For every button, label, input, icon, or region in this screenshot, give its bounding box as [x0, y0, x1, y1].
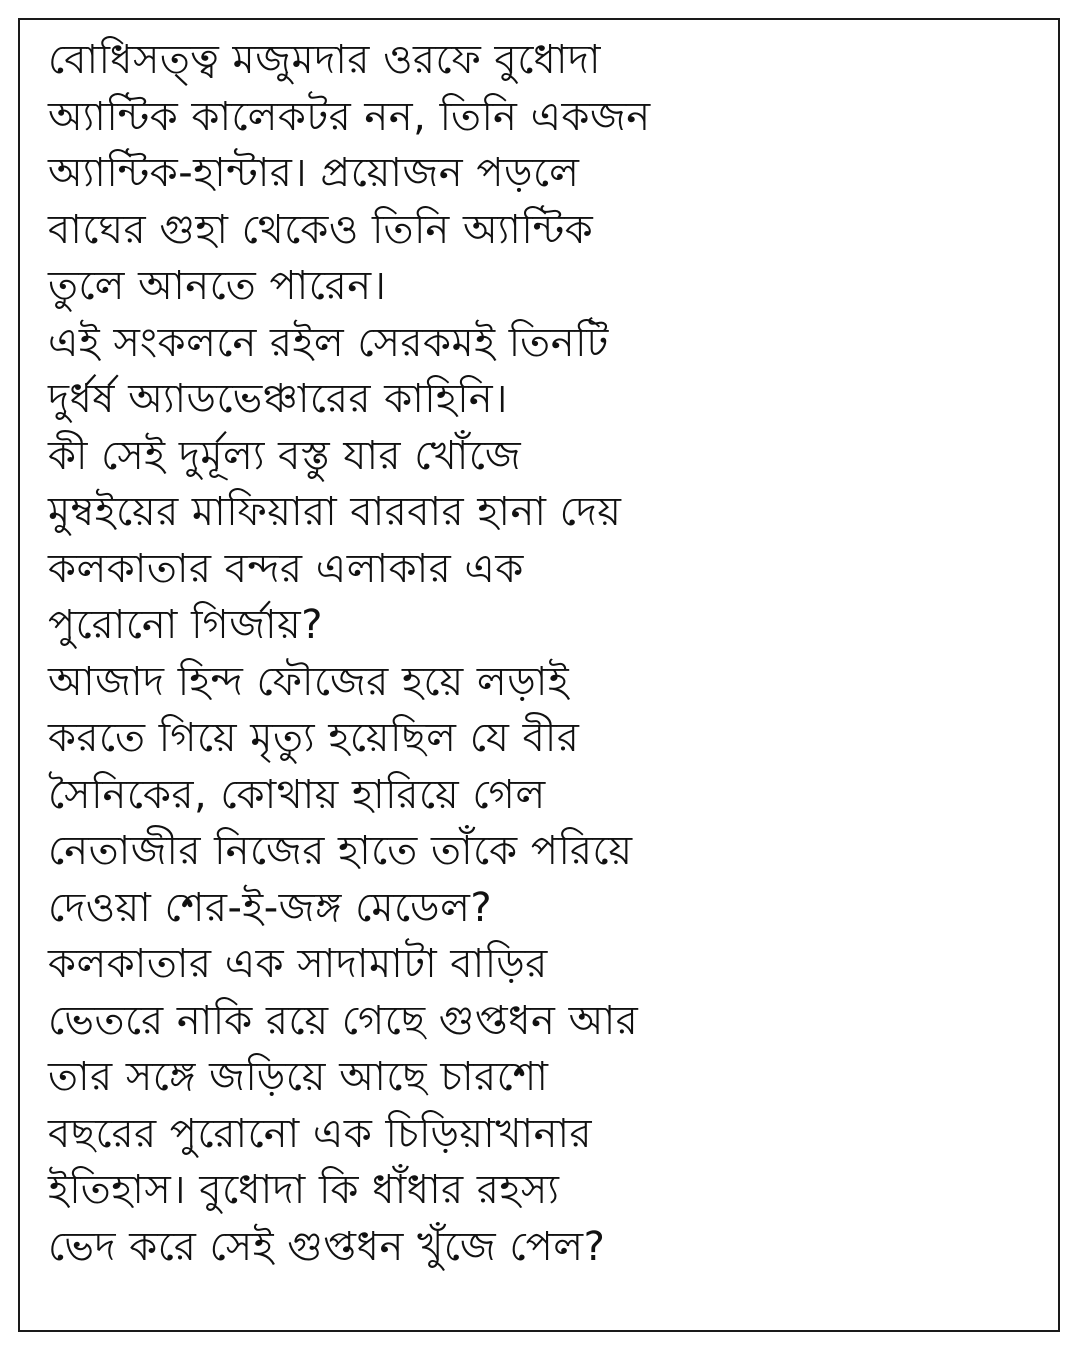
text-line: করতে গিয়ে মৃত্যু হয়েছিল যে বীর [48, 715, 580, 761]
text-line: তুলে আনতে পারেন। [48, 263, 387, 309]
text-line: এই সংকলনে রইল সেরকমই তিনটি [48, 319, 609, 366]
text-line: ইতিহাস। বুধোদা কি ধাঁধার রহস্য [48, 1167, 560, 1213]
text-line: মুম্বইয়ের মাফিয়ারা বারবার হানা দেয় [48, 489, 622, 535]
text-line: অ্যান্টিক-হান্টার। প্রয়োজন পড়লে [48, 150, 580, 196]
blurb-text [48, 32, 1038, 1275]
text-line: কী সেই দুর্মূল্য বস্তু যার খোঁজে [48, 432, 522, 479]
text-line: সৈনিকের, কোথায় হারিয়ে গেল [48, 771, 546, 818]
text-line: দুর্ধর্ষ অ্যাডভেঞ্চারের কাহিনি। [48, 376, 508, 422]
text-line: কলকাতার বন্দর এলাকার এক [48, 545, 524, 592]
text-line: অ্যান্টিক কালেকটর নন, তিনি একজন [48, 93, 651, 140]
text-line: ভেদ করে সেই গুপ্তধন খুঁজে পেল? [48, 1223, 606, 1270]
text-line: কলকাতার এক সাদামাটা বাড়ির [48, 941, 548, 987]
text-line: বছরের পুরোনো এক চিড়িয়াখানার [48, 1110, 593, 1157]
text-line: আজাদ হিন্দ ফৌজের হয়ে লড়াই [48, 658, 570, 705]
text-line: তার সঙ্গে জড়িয়ে আছে চারশো [48, 1054, 549, 1100]
text-line: ভেতরে নাকি রয়ে গেছে গুপ্তধন আর [48, 997, 639, 1044]
text-line: বোধিসত্ত্ব মজুমদার ওরফে বুধোদা [48, 37, 602, 83]
text-line: পুরোনো গির্জায়? [48, 602, 323, 648]
text-line: দেওয়া শের-ই-জঙ্গ মেডেল? [48, 884, 493, 931]
text-line: নেতাজীর নিজের হাতে তাঁকে পরিয়ে [48, 828, 633, 874]
text-line: বাঘের গুহা থেকেও তিনি অ্যান্টিক [48, 206, 594, 253]
